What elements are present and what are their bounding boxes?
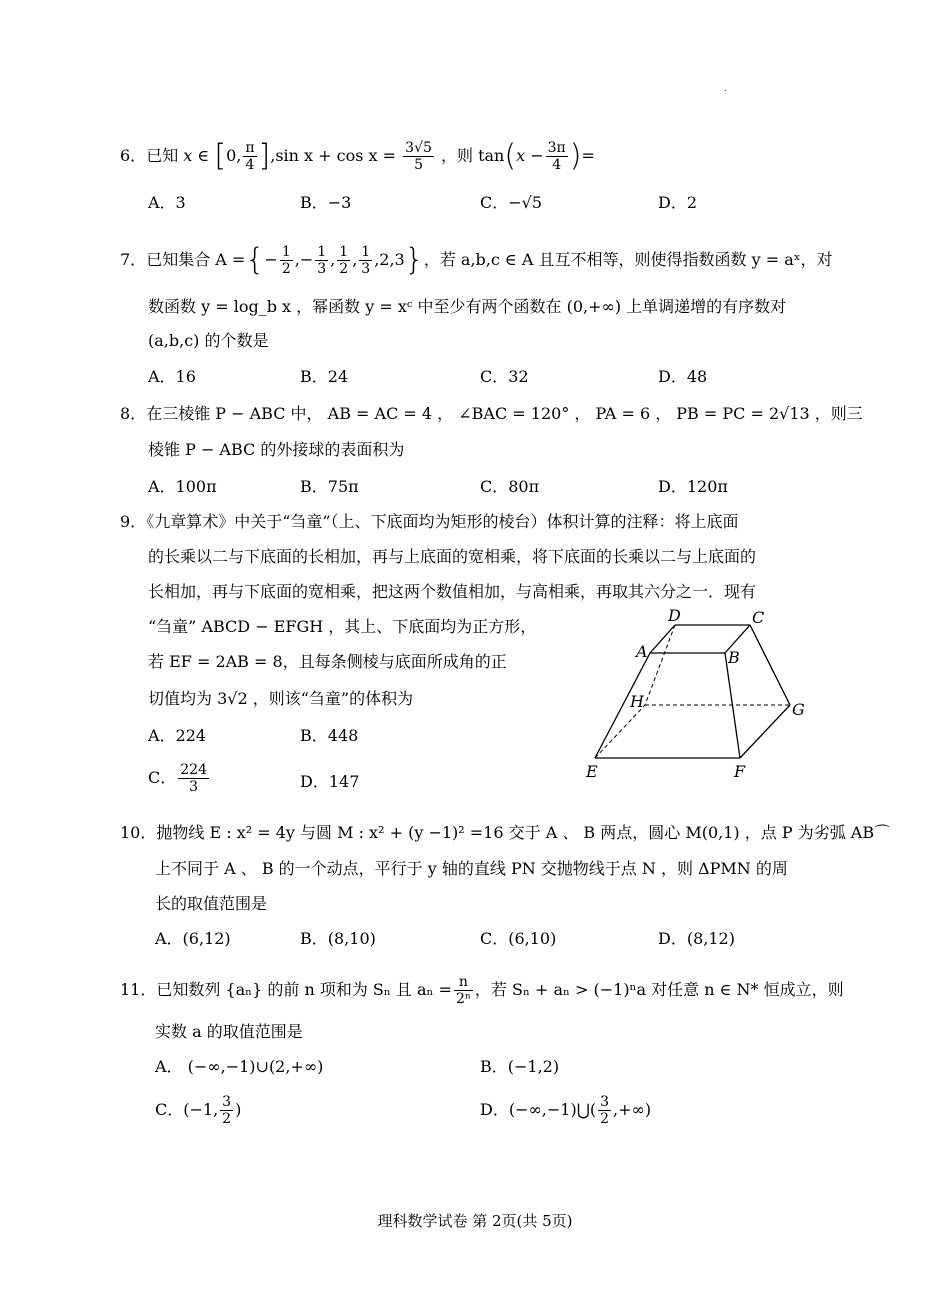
q7-set-label: 已知集合 A = [146, 250, 246, 269]
page-footer: 理科数学试卷 第 2页(共 5页) [377, 1212, 573, 1230]
q8-option-c: C．80π [480, 477, 540, 496]
edge-EH [595, 705, 645, 758]
q9-option-a: A．224 [148, 726, 207, 745]
q7-option-c: C．32 [480, 367, 529, 386]
q7-frac-2: $\frac{1}{3}$ [317, 244, 327, 277]
question-6 [120, 140, 595, 173]
q11-option-c-frac: $\frac{3}{2}$ [222, 1094, 232, 1127]
q9-option-d: D．147 [300, 772, 360, 791]
question-9-line5: 若 EF = 2AB = 8，且每条侧棱与底面所成角的正 [148, 652, 507, 671]
question-9-line6: 切值均为 3√2 ，则该“刍童”的体积为 [148, 689, 414, 708]
q10-option-c: C．(6,10) [480, 929, 557, 948]
q6-interval-left: 0, [226, 146, 242, 165]
q6-bracket-left: [ [214, 138, 227, 174]
question-11-line2: 实数 a 的取值范围是 [155, 1022, 303, 1041]
question-7-line2: 数函数 y = log_b x ，幂函数 y = xᶜ 中至少有两个函数在 (0,+∞) 上单调递增的有序数对 [148, 297, 787, 316]
q6-option-a: A．3 [148, 193, 186, 212]
q11-text-1b: ，若 Sₙ + aₙ > (−1)ⁿa 对任意 n ∈ N* 恒成立，则 [474, 980, 844, 999]
q6-x-minus: x − [516, 146, 544, 165]
q6-paren-right: ) [569, 138, 582, 174]
q7-brace-left: { [245, 242, 265, 278]
q9-option-b: B．448 [300, 726, 359, 745]
corner-mark: . [724, 84, 727, 93]
question-8-line1 [120, 403, 863, 425]
q11-option-d [480, 1094, 651, 1127]
q7-line1-tail: ，若 a,b,c ∈ A 且互不相等，则使得指数函数 y = aˣ，对 [423, 250, 833, 269]
question-9-line3: 长相加，再与下底面的宽相乘，把这两个数值相加，与高相乘，再取其六分之一．现有 [148, 582, 757, 601]
label-H: H [630, 692, 644, 711]
q6-mid: ,sin x + cos x = [270, 146, 397, 165]
q8-option-b: B．75π [300, 477, 359, 496]
label-C: C [752, 608, 765, 627]
q6-number: 6． [120, 146, 147, 165]
question-9-line2: 的长乘以二与下底面的长相加，再与上底面的宽相乘，将下底面的长乘以二与上底面的 [148, 547, 757, 566]
q6-then: ，则 tan [441, 146, 505, 165]
label-F: F [734, 762, 746, 781]
q11-option-b: B．(−1,2) [480, 1057, 560, 1076]
q11-option-d-pre: D．(−∞,−1)⋃( [480, 1100, 597, 1119]
q7-option-d: D．48 [658, 367, 708, 386]
q7-set-tail: ,2,3 [374, 250, 405, 269]
q7-frac-3: $\frac{1}{2}$ [339, 244, 349, 277]
question-8-line2: 棱锥 P − ABC 的外接球的表面积为 [148, 440, 405, 459]
q11-option-a: A． (−∞,−1)∪(2,+∞) [155, 1057, 324, 1076]
q11-option-c-pre: C．(−1, [155, 1100, 219, 1119]
q6-option-d: D．2 [658, 193, 698, 212]
q6-paren-left: ( [504, 138, 517, 174]
q11-option-d-post: ,+∞) [613, 1100, 652, 1119]
q8-option-d: D．120π [658, 477, 728, 496]
q8-number: 8． [120, 404, 147, 423]
edge-FG [740, 705, 790, 758]
q6-eq: = [581, 146, 595, 165]
question-7-line3: (a,b,c) 的个数是 [148, 331, 269, 350]
q7-frac-4: $\frac{1}{3}$ [361, 244, 371, 277]
edge-CG [750, 625, 790, 705]
q11-option-c-post: ) [235, 1100, 242, 1119]
q11-option-d-frac: $\frac{3}{2}$ [600, 1094, 610, 1127]
question-9-line4: “刍童” ABCD − EFGH ，其上、下底面均为正方形， [148, 617, 537, 636]
edge-AD [650, 625, 675, 653]
q9-option-c-label: C． [148, 768, 177, 787]
q8-option-a: A．100π [148, 477, 217, 496]
q7-option-b: B．24 [300, 367, 349, 386]
edge-DH [645, 625, 675, 705]
label-G: G [792, 700, 805, 719]
label-A: A [636, 642, 648, 661]
q11-frac: $\frac{n}{\text{2ⁿ}}$ [455, 974, 471, 1007]
frustum-figure [580, 605, 810, 785]
q6-pre: 已知 [146, 146, 179, 165]
q10-option-d: D．(8,12) [658, 929, 735, 948]
q7-frac-1: $\frac{1}{2}$ [281, 244, 291, 277]
q7-brace-right: } [404, 242, 424, 278]
q10-option-b: B．(8,10) [300, 929, 376, 948]
question-10-line3: 长的取值范围是 [155, 894, 268, 913]
question-9-line1 [120, 511, 739, 533]
question-10-line1 [120, 822, 890, 844]
q6-3pi-frac: $\frac{3\pi}{4}$ [547, 140, 566, 173]
q9-text-1: 《九章算术》中关于“刍童”（上、下底面均为矩形的棱台）体积计算的注释：将上底面 [146, 512, 739, 531]
q9-number: 9． [120, 512, 147, 531]
q10-number: 10． [120, 823, 157, 842]
q6-option-b: B．−3 [300, 193, 352, 212]
question-10-line2: 上不同于 A 、 B 的一个动点，平行于 y 轴的直线 PN 交抛物线于点 N ，则 ΔPMN 的周 [155, 859, 788, 878]
question-11-line1 [120, 974, 844, 1007]
q7-number: 7． [120, 250, 147, 269]
q10-text-1: 抛物线 E : x² = 4y 与圆 M : x² + (y −1)² =16 交于 A 、 B 两点，圆心 M(0,1) ，点 P 为劣弧 AB⌒ [156, 823, 891, 842]
q6-cond: x ∈ [183, 146, 210, 165]
label-D: D [668, 606, 681, 625]
q7-option-a: A．16 [148, 367, 196, 386]
label-E: E [586, 762, 598, 781]
q8-text: 在三棱锥 P − ABC 中， AB = AC = 4 ， ∠BAC = 120° ， PA = 6 ， PB = PC = 2√13 ，则三 [146, 404, 863, 423]
q11-option-c [155, 1094, 241, 1127]
q6-bracket-right: ] [258, 138, 271, 174]
q6-option-c: C．−√5 [480, 193, 543, 212]
q11-text-1a: 已知数列 {aₙ} 的前 n 项和为 Sₙ 且 aₙ = [156, 980, 452, 999]
question-7-line1: 7．已知集合 A ={− $\frac{1}{2}$ ,− $\frac{1}{3}$ , $\frac{1}{2}$ , $\frac{1}{3}$ ,2,3}，若 a,b,c ∈ A 且互不相等，则使得指数函数 y = aˣ，对 [120, 242, 833, 278]
q6-pi-frac: $\frac{\pi}{4}$ [245, 140, 255, 173]
label-B: B [728, 648, 740, 667]
q6-value-frac: $\frac{3√5}{5}$ [405, 140, 432, 173]
q9-option-c [148, 762, 211, 795]
q10-option-a: A．(6,12) [155, 929, 231, 948]
q11-number: 11． [120, 980, 157, 999]
q9-option-c-frac: $\frac{224}{3}$ [180, 762, 207, 795]
